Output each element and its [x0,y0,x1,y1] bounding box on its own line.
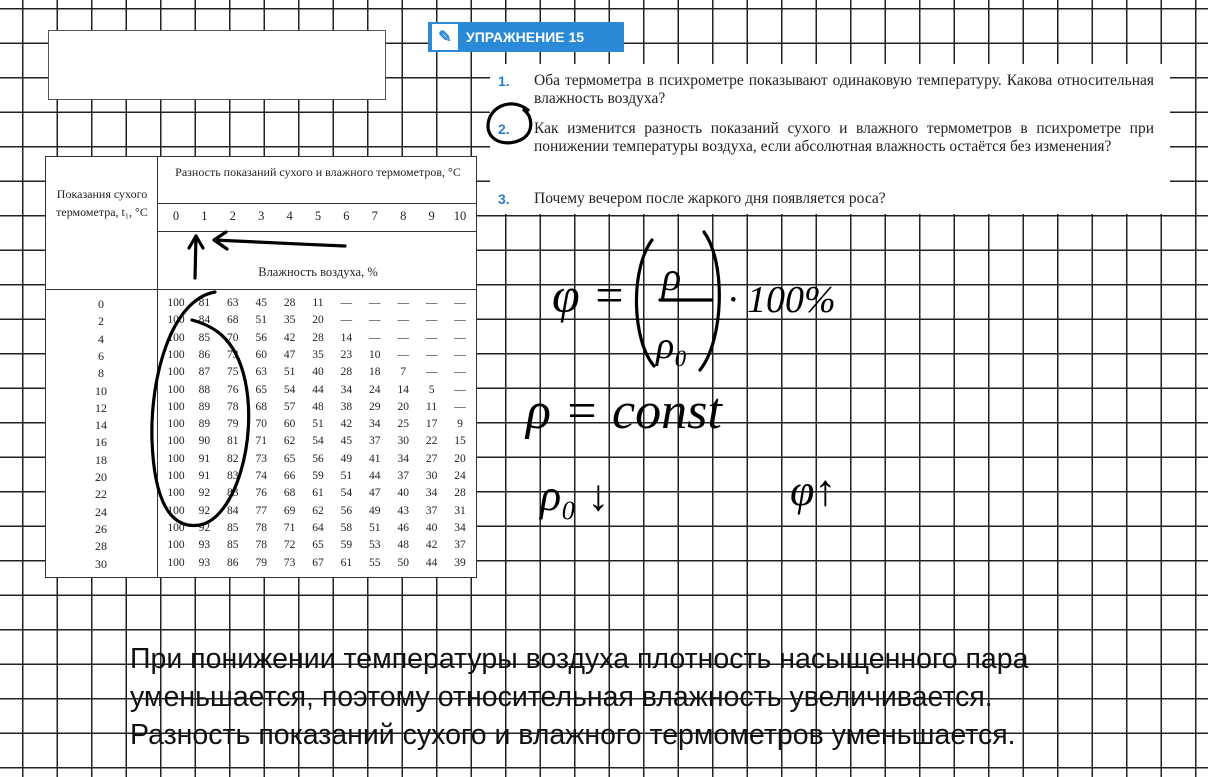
humidity-cell: — [425,348,438,361]
humidity-cell: 73 [283,556,296,569]
humidity-cell: 41 [369,452,381,465]
humidity-cell: 47 [369,487,381,500]
humidity-cell: 55 [369,556,381,569]
humidity-cell: — [454,400,466,413]
humidity-cell: 20 [397,400,409,413]
humidity-cell: 76 [255,487,267,500]
humidity-cell: — [454,383,466,396]
humidity-cell: 100 [167,539,185,552]
row-temperature: 6 [98,348,104,363]
humidity-cell: 42 [283,331,296,344]
humidity-cell: 27 [425,452,438,465]
humidity-cell: 84 [227,504,239,517]
humidity-cell: 63 [227,297,239,309]
humidity-cell: 84 [198,314,211,327]
humidity-cell: 54 [312,435,324,448]
humidity-cell: 90 [198,435,211,448]
humidity-cell: 79 [227,418,239,431]
humidity-cell: — [425,297,438,309]
humidity-cell: 10 [369,348,381,361]
humidity-cell: 100 [167,383,185,396]
humidity-cell: 20 [312,314,324,327]
row-temperature: 30 [95,556,107,571]
row-temperature: 24 [95,504,107,519]
humidity-cell: 57 [283,400,296,413]
humidity-cell: 40 [397,487,409,500]
circle-mark [488,104,531,143]
humidity-cell: 93 [198,556,211,569]
humidity-cell: 35 [283,314,296,327]
humidity-cell: 100 [167,521,185,534]
humidity-cell: — [425,366,438,379]
difference-value: 8 [400,209,407,223]
humidity-cell: — [340,297,353,309]
humidity-cell: 91 [198,470,211,482]
difference-value: 6 [343,209,350,223]
humidity-cell: — [425,314,438,327]
humidity-cell: 100 [167,470,185,482]
humidity-cell: 23 [340,348,353,361]
row-temperature: 26 [95,521,107,536]
humidity-cell: 79 [255,556,267,569]
humidity-cell: 100 [167,297,185,309]
humidity-cell: 34 [397,452,409,465]
humidity-cell: 51 [283,366,296,379]
humidity-cell: 71 [283,521,296,534]
humidity-cell: 37 [369,435,381,448]
humidity-cell: 44 [425,556,438,569]
humidity-cell: 56 [312,452,324,465]
humidity-cell: 9 [457,418,463,431]
humidity-cell: 67 [312,556,324,569]
humidity-cell: 30 [425,470,438,482]
humidity-cell: 100 [167,418,185,431]
humidity-cell: 68 [283,487,296,500]
humidity-header: Влажность воздуха, % [258,265,378,279]
question-text: Почему вечером после жаркого дня появляется роса? [534,190,886,207]
humidity-cell: 45 [340,435,353,448]
humidity-cell: 38 [340,400,353,413]
humidity-cell: — [369,297,381,309]
humidity-cell: 40 [425,521,438,534]
humidity-cell: 49 [340,452,353,465]
humidity-cell: 37 [454,539,466,552]
humidity-cell: 5 [428,383,435,396]
question-number: 3. [498,191,510,207]
humidity-cell: 56 [255,331,267,344]
humidity-cell: 11 [426,400,438,413]
humidity-cell: 60 [283,418,296,431]
humidity-cell: — [397,297,409,309]
humidity-cell: 76 [227,383,239,396]
humidity-cell: 100 [167,400,185,413]
humidity-cell: — [397,348,409,361]
question-text: Как изменится разность показаний сухого и влажного термометров в психрометре при понижении температуры воздуха, если абсолютная влажность остаётся без изменения? [534,120,1154,155]
humidity-cell: 83 [227,470,239,482]
humidity-cell: 34 [454,521,466,534]
up-arrow [189,236,203,278]
humidity-cell: 35 [312,348,324,361]
humidity-cell: 100 [167,452,185,465]
humidity-cell: 68 [227,314,239,327]
humidity-cell: 92 [198,521,211,534]
humidity-cell: 100 [167,331,185,344]
humidity-cell: 11 [312,297,324,309]
humidity-cell: 100 [167,504,185,517]
humidity-cell: 42 [425,539,438,552]
humidity-cell: 69 [283,504,296,517]
rho0-line: ρ₀ ↓ [540,471,610,520]
humidity-cell: 22 [425,435,438,448]
difference-value: 5 [314,209,322,223]
answer-line-1: При понижении температуры воздуха плотность насыщенного пара [130,643,1029,675]
humidity-cell: 68 [255,400,267,413]
humidity-cell: 83 [227,487,239,500]
humidity-cell: 65 [312,539,324,552]
row-temperature: 12 [95,400,107,415]
humidity-cell: 86 [227,556,239,569]
humidity-cell: — [454,348,466,361]
humidity-cell: — [425,331,438,344]
humidity-cell: 31 [454,504,466,517]
phi-line: φ↑ [790,466,837,515]
question-number: 1. [498,73,510,89]
humidity-cell: 78 [255,521,267,534]
humidity-cell: 37 [397,470,409,482]
row-temperature: 4 [98,331,104,346]
humidity-cell: 61 [340,556,353,569]
humidity-cell: 51 [340,470,353,482]
humidity-cell: 40 [312,366,324,379]
humidity-cell: 56 [340,504,353,517]
difference-value: 1 [201,209,208,223]
humidity-cell: 74 [255,470,267,482]
humidity-cell: — [369,314,381,327]
humidity-cell: 25 [397,418,409,431]
humidity-cell: 46 [397,521,409,534]
humidity-cell: 51 [312,418,324,431]
formula-numerator: ρ [662,254,682,299]
humidity-cell: 100 [167,314,185,327]
humidity-cell: 61 [312,487,324,500]
humidity-cell: 39 [454,556,466,569]
humidity-cell: — [397,314,409,327]
humidity-cell: 37 [425,504,438,517]
humidity-cell: 28 [283,297,296,309]
humidity-cell: 64 [312,521,324,534]
row-temperature: 0 [98,297,104,311]
humidity-cell: 65 [255,383,267,396]
humidity-cell: 85 [198,331,211,344]
difference-header: Разность показаний сухого и влажного термометров, °C [175,165,461,179]
row-temperature: 22 [95,487,107,502]
humidity-cell: 7 [400,366,407,379]
pencil-ruler-icon: ✎ [432,24,458,50]
row-temperature: 2 [98,314,104,329]
humidity-cell: — [369,331,381,344]
humidity-cell: 100 [167,556,185,569]
humidity-cell: — [340,314,353,327]
formula-phi: φ = [552,267,626,323]
answer-line-2: уменьшается, поэтому относительная влажность увеличивается. [130,681,993,713]
answer-text [130,640,1190,754]
left-arrow [214,232,345,249]
humidity-cell: 18 [369,366,381,379]
humidity-cell: 70 [227,331,239,344]
humidity-cell: 59 [340,539,353,552]
humidity-cell: 15 [454,435,466,448]
humidity-cell: 100 [167,348,185,361]
humidity-cell: 50 [397,556,409,569]
humidity-cell: 70 [255,418,267,431]
humidity-cell: 100 [167,487,185,500]
difference-value: 3 [258,209,265,223]
humidity-cell: 28 [340,366,353,379]
humidity-cell: 62 [312,504,324,517]
humidity-cell: 45 [255,297,267,309]
humidity-cell: 72 [283,539,296,552]
humidity-cell: 100 [167,366,185,379]
humidity-cell: 34 [425,487,438,500]
humidity-cell: 81 [227,435,239,448]
humidity-cell: 58 [340,521,353,534]
humidity-cell: — [454,297,466,309]
humidity-cell: 43 [397,504,409,517]
humidity-cell: 82 [227,452,239,465]
humidity-cell: 89 [198,418,211,431]
difference-value: 2 [229,209,236,223]
difference-value: 7 [371,209,378,223]
humidity-cell: 51 [369,521,381,534]
humidity-cell: 65 [283,452,296,465]
humidity-cell: 28 [312,331,324,344]
loop-mark [152,292,249,526]
humidity-cell: 17 [425,418,438,431]
humidity-cell: 92 [198,487,211,500]
humidity-cell: — [397,331,409,344]
humidity-cell: 75 [227,366,239,379]
humidity-cell: 71 [255,435,267,448]
humidity-cell: 20 [454,452,466,465]
humidity-cell: 28 [454,487,466,500]
humidity-cell: 88 [198,383,211,396]
humidity-cell: 85 [227,539,239,552]
formula-denominator: ρ₀ [656,325,688,367]
humidity-cell: 44 [369,470,381,482]
humidity-cell: 85 [227,521,239,534]
humidity-cell: 78 [227,400,239,413]
row-temperature: 16 [95,435,107,450]
difference-value: 4 [286,209,293,223]
humidity-cell: 29 [369,400,381,413]
humidity-cell: 77 [255,504,267,517]
question-number: 2. [498,121,510,137]
humidity-cell: 63 [255,366,267,379]
exercise-title: УПРАЖНЕНИЕ 15 [466,29,585,45]
dry-thermometer-header: Показания сухого термометра, t₁, °C [56,187,148,219]
humidity-cell: 59 [312,470,324,482]
humidity-cell: 93 [198,539,211,552]
humidity-cell: 49 [369,504,381,517]
humidity-cell: 51 [255,314,267,327]
humidity-cell: 78 [255,539,267,552]
humidity-cell: 60 [255,348,267,361]
question-text: Оба термометра в психрометре показывают одинаковую температуру. Какова относительная влажность воздуха? [534,72,1154,107]
row-temperature: 8 [98,366,104,381]
humidity-cell: 44 [312,383,324,396]
humidity-cell: 42 [340,418,353,431]
humidity-cell: 54 [340,487,353,500]
humidity-cell: 53 [369,539,381,552]
row-temperature: 18 [95,452,107,467]
humidity-cell: — [454,366,466,379]
humidity-cell: 54 [283,383,296,396]
difference-value: 9 [428,209,435,223]
formula-tail: · 100% [728,279,836,321]
humidity-cell: 34 [369,418,381,431]
humidity-cell: 100 [167,435,185,448]
humidity-cell: — [454,331,466,344]
humidity-cell: 91 [198,452,211,465]
humidity-cell: 24 [454,470,466,482]
row-temperature: 10 [95,383,107,398]
answer-line-3: Разность показаний сухого и влажного термометров уменьшается. [130,719,1016,751]
humidity-cell: 87 [198,366,211,379]
const-line: ρ = const [526,383,722,440]
humidity-cell: 48 [397,539,409,552]
humidity-cell: 14 [397,383,409,396]
humidity-cell: 24 [369,383,381,396]
humidity-cell: 81 [198,297,211,309]
humidity-cell: 30 [397,435,409,448]
humidity-cell: 89 [198,400,211,413]
humidity-cell: 92 [198,504,211,517]
humidity-cell: 34 [340,383,353,396]
humidity-cell: 14 [340,331,353,344]
humidity-cell: 48 [312,400,324,413]
difference-value: 0 [172,209,180,223]
difference-value: 10 [453,209,467,223]
humidity-cell: 86 [198,348,211,361]
row-temperature: 20 [95,470,107,484]
row-temperature: 28 [95,539,107,554]
row-temperature: 14 [95,418,107,433]
humidity-cell: 73 [227,348,239,361]
humidity-cell: 73 [255,452,267,465]
humidity-cell: 47 [283,348,296,361]
humidity-cell: 62 [283,435,296,448]
humidity-cell: — [454,314,466,327]
humidity-cell: 66 [283,470,296,482]
